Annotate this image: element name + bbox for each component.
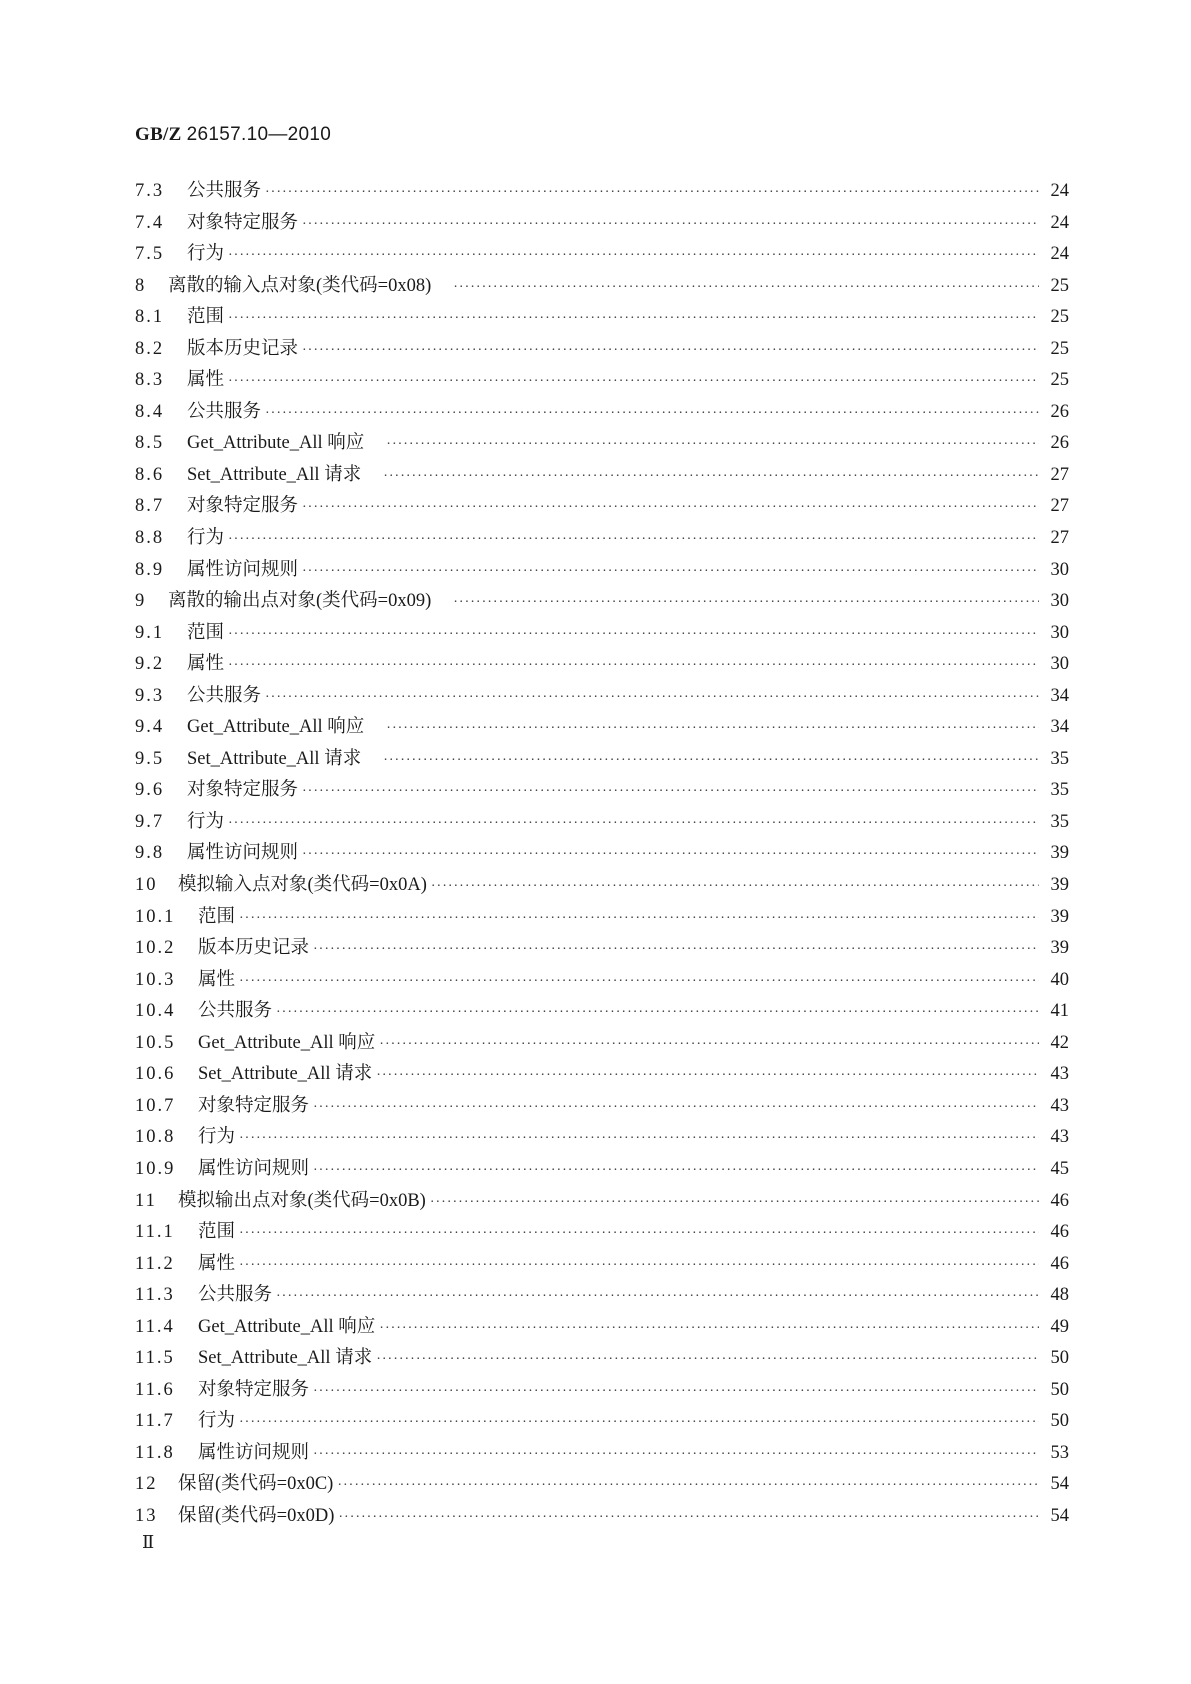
toc-entry-page: 46 bbox=[1050, 1253, 1069, 1274]
dot-leader bbox=[383, 469, 1039, 485]
toc-entry[interactable] bbox=[135, 775, 1069, 807]
toc-entry-title: Set_Attribute_All 请求 bbox=[187, 748, 362, 769]
toc-entry-page: 27 bbox=[1050, 464, 1069, 485]
toc-entry-number: 9.3 bbox=[135, 685, 165, 706]
toc-entry-title: 保留(类代码=0x0D) bbox=[178, 1505, 335, 1526]
toc-entry-page: 39 bbox=[1050, 843, 1069, 864]
toc-entry-number: 7.3 bbox=[135, 181, 165, 201]
dot-leader bbox=[379, 1321, 1039, 1337]
toc-entry-number: 8.4 bbox=[135, 401, 165, 422]
toc-entry[interactable] bbox=[135, 555, 1069, 587]
toc-entry-title: 属性 bbox=[187, 654, 225, 675]
toc-entry[interactable] bbox=[135, 649, 1069, 681]
toc-entry-number: 11.8 bbox=[135, 1442, 175, 1463]
toc-entry-title: 公共服务 bbox=[198, 1285, 273, 1306]
toc-entry-title: Set_Attribute_All 请求 bbox=[187, 464, 362, 485]
toc-entry[interactable] bbox=[135, 807, 1069, 839]
toc-entry-page: 45 bbox=[1050, 1158, 1069, 1179]
standard-prefix: GB/Z bbox=[135, 124, 182, 145]
dot-leader bbox=[228, 816, 1039, 832]
toc-entry-number: 11.4 bbox=[135, 1316, 175, 1337]
toc-entry[interactable] bbox=[135, 208, 1069, 240]
toc-entry-number: 8.3 bbox=[135, 370, 165, 391]
toc-entry-page: 40 bbox=[1050, 969, 1069, 990]
toc-entry-page: 42 bbox=[1050, 1032, 1069, 1053]
toc-entry[interactable] bbox=[135, 933, 1069, 965]
toc-entry[interactable] bbox=[135, 428, 1069, 460]
toc-entry-page: 41 bbox=[1050, 1001, 1069, 1022]
toc-entry-number: 10.7 bbox=[135, 1095, 176, 1116]
toc-entry-page: 50 bbox=[1050, 1411, 1069, 1432]
table-of-contents bbox=[135, 176, 1069, 1533]
toc-entry[interactable] bbox=[135, 1406, 1069, 1438]
toc-entry-title: 模拟输出点对象(类代码=0x0B) bbox=[178, 1190, 426, 1211]
dot-leader bbox=[313, 1384, 1039, 1400]
dot-leader bbox=[239, 974, 1039, 990]
toc-entry-title: 属性 bbox=[198, 969, 236, 990]
toc-entry-title: 公共服务 bbox=[187, 685, 262, 706]
toc-entry[interactable] bbox=[135, 1312, 1069, 1344]
toc-entry-page: 35 bbox=[1050, 780, 1069, 801]
toc-entry-number: 9.5 bbox=[135, 748, 165, 769]
toc-entry-title: 行为 bbox=[187, 528, 225, 549]
toc-entry[interactable] bbox=[135, 1154, 1069, 1186]
toc-entry[interactable] bbox=[135, 1091, 1069, 1123]
toc-entry-title: 属性 bbox=[198, 1253, 236, 1274]
toc-entry[interactable] bbox=[135, 302, 1069, 334]
toc-entry-title: 离散的输出点对象(类代码=0x09) bbox=[168, 591, 432, 612]
toc-entry-number: 10.6 bbox=[135, 1064, 176, 1085]
toc-entry[interactable] bbox=[135, 523, 1069, 555]
dot-leader bbox=[313, 1163, 1039, 1179]
toc-entry-title: Set_Attribute_All 请求 bbox=[198, 1064, 373, 1085]
toc-entry[interactable] bbox=[135, 1280, 1069, 1312]
toc-entry[interactable] bbox=[135, 1249, 1069, 1281]
toc-entry[interactable] bbox=[135, 176, 1069, 208]
toc-entry[interactable] bbox=[135, 1028, 1069, 1060]
toc-entry[interactable] bbox=[135, 618, 1069, 650]
toc-entry-title: 公共服务 bbox=[198, 1001, 273, 1022]
toc-entry-page: 25 bbox=[1050, 275, 1069, 296]
dot-leader bbox=[302, 343, 1039, 359]
toc-entry-page: 30 bbox=[1050, 622, 1069, 643]
toc-entry-page: 25 bbox=[1050, 338, 1069, 359]
toc-entry-number: 8.6 bbox=[135, 464, 165, 485]
toc-entry-page: 39 bbox=[1050, 906, 1069, 927]
toc-entry-number: 10.5 bbox=[135, 1032, 176, 1053]
toc-entry-number: 10.8 bbox=[135, 1127, 176, 1148]
toc-entry-number: 8.7 bbox=[135, 496, 165, 517]
toc-entry-page: 26 bbox=[1050, 433, 1069, 454]
toc-entry-number: 9.8 bbox=[135, 843, 165, 864]
toc-entry-title: Get_Attribute_All 响应 bbox=[187, 717, 365, 738]
dot-leader bbox=[337, 1478, 1039, 1494]
toc-entry-title: 属性访问规则 bbox=[198, 1442, 310, 1463]
toc-entry[interactable] bbox=[135, 744, 1069, 776]
dot-leader bbox=[239, 1226, 1039, 1242]
toc-entry-page: 25 bbox=[1050, 307, 1069, 328]
toc-entry-page: 35 bbox=[1050, 748, 1069, 769]
toc-entry-number: 8.2 bbox=[135, 338, 165, 359]
toc-entry-number: 8 bbox=[135, 275, 147, 296]
toc-entry[interactable] bbox=[135, 397, 1069, 429]
toc-entry-page: 53 bbox=[1050, 1442, 1069, 1463]
toc-entry-page: 34 bbox=[1050, 685, 1069, 706]
toc-entry[interactable] bbox=[135, 902, 1069, 934]
page-number: Ⅱ bbox=[142, 1532, 155, 1552]
dot-leader bbox=[386, 437, 1039, 453]
toc-entry-number: 11.1 bbox=[135, 1222, 175, 1243]
toc-entry-number: 8.5 bbox=[135, 433, 165, 454]
toc-entry-title: 版本历史记录 bbox=[187, 338, 299, 359]
toc-entry-page: 30 bbox=[1050, 591, 1069, 612]
dot-leader bbox=[313, 1100, 1039, 1116]
toc-entry-title: 对象特定服务 bbox=[198, 1379, 310, 1400]
toc-entry[interactable] bbox=[135, 1122, 1069, 1154]
toc-entry[interactable] bbox=[135, 365, 1069, 397]
dot-leader bbox=[228, 532, 1039, 548]
toc-entry[interactable] bbox=[135, 239, 1069, 271]
toc-entry-page: 25 bbox=[1050, 370, 1069, 391]
toc-entry[interactable] bbox=[135, 491, 1069, 523]
toc-entry[interactable] bbox=[135, 1375, 1069, 1407]
dot-leader bbox=[430, 1195, 1039, 1211]
toc-entry-title: 对象特定服务 bbox=[187, 212, 299, 233]
toc-entry-page: 26 bbox=[1050, 401, 1069, 422]
toc-entry[interactable] bbox=[135, 996, 1069, 1028]
dot-leader bbox=[228, 658, 1039, 674]
dot-leader bbox=[302, 500, 1039, 516]
toc-entry-number: 10.1 bbox=[135, 906, 176, 927]
toc-entry-title: 版本历史记录 bbox=[198, 938, 310, 959]
toc-entry-title: 模拟输入点对象(类代码=0x0A) bbox=[178, 875, 427, 896]
dot-leader bbox=[453, 280, 1039, 296]
toc-entry-title: 离散的输入点对象(类代码=0x08) bbox=[168, 275, 432, 296]
toc-entry-number: 9.4 bbox=[135, 717, 165, 738]
dot-leader bbox=[239, 1415, 1039, 1431]
toc-entry-title: 属性访问规则 bbox=[187, 843, 299, 864]
document-header bbox=[135, 124, 331, 146]
toc-entry-number: 11.6 bbox=[135, 1379, 175, 1400]
toc-entry-number: 11 bbox=[135, 1190, 157, 1211]
toc-entry-title: 范围 bbox=[187, 622, 225, 643]
toc-entry[interactable] bbox=[135, 1438, 1069, 1470]
toc-entry-number: 8.8 bbox=[135, 528, 165, 549]
toc-entry-title: 行为 bbox=[187, 811, 225, 832]
toc-entry-page: 43 bbox=[1050, 1064, 1069, 1085]
toc-entry-title: 属性 bbox=[187, 370, 225, 391]
toc-entry-number: 9 bbox=[135, 591, 147, 612]
dot-leader bbox=[239, 1131, 1039, 1147]
toc-entry-page: 24 bbox=[1050, 212, 1069, 233]
toc-entry[interactable] bbox=[135, 870, 1069, 902]
toc-entry-number: 7.4 bbox=[135, 212, 165, 233]
dot-leader bbox=[313, 942, 1039, 958]
toc-entry-page: 34 bbox=[1050, 717, 1069, 738]
toc-entry-number: 10 bbox=[135, 875, 158, 896]
toc-entry-title: 属性访问规则 bbox=[198, 1158, 310, 1179]
toc-entry-number: 11.3 bbox=[135, 1285, 175, 1306]
toc-entry[interactable] bbox=[135, 1186, 1069, 1218]
dot-leader bbox=[338, 1510, 1039, 1526]
toc-entry-title: Get_Attribute_All 响应 bbox=[187, 433, 365, 454]
toc-entry-number: 9.7 bbox=[135, 811, 165, 832]
toc-entry-title: 公共服务 bbox=[187, 401, 262, 422]
toc-entry-title: 行为 bbox=[187, 244, 225, 265]
toc-entry-title: 范围 bbox=[198, 906, 236, 927]
dot-leader bbox=[302, 847, 1039, 863]
toc-entry-page: 43 bbox=[1050, 1095, 1069, 1116]
dot-leader bbox=[228, 311, 1039, 327]
toc-entry[interactable] bbox=[135, 681, 1069, 713]
dot-leader bbox=[276, 1289, 1039, 1305]
toc-entry-page: 39 bbox=[1050, 875, 1069, 896]
dot-leader bbox=[228, 248, 1039, 264]
dot-leader bbox=[313, 1447, 1039, 1463]
dot-leader bbox=[386, 721, 1039, 737]
toc-entry[interactable] bbox=[135, 460, 1069, 492]
toc-entry-title: 属性访问规则 bbox=[187, 559, 299, 580]
toc-entry-page: 46 bbox=[1050, 1190, 1069, 1211]
dot-leader bbox=[265, 690, 1039, 706]
dot-leader bbox=[376, 1068, 1039, 1084]
toc-entry-number: 8.1 bbox=[135, 307, 165, 328]
toc-entry-page: 46 bbox=[1050, 1222, 1069, 1243]
standard-number: 26157.10—2010 bbox=[186, 124, 332, 145]
toc-entry-title: Get_Attribute_All 响应 bbox=[198, 1316, 376, 1337]
dot-leader bbox=[276, 1005, 1039, 1021]
toc-entry-number: 8.9 bbox=[135, 559, 165, 580]
toc-entry-title: 对象特定服务 bbox=[187, 780, 299, 801]
toc-entry[interactable] bbox=[135, 334, 1069, 366]
toc-entry-number: 9.6 bbox=[135, 780, 165, 801]
toc-entry-number: 10.4 bbox=[135, 1001, 176, 1022]
toc-entry-page: 39 bbox=[1050, 938, 1069, 959]
toc-entry-number: 10.3 bbox=[135, 969, 176, 990]
toc-entry-title: 行为 bbox=[198, 1411, 236, 1432]
toc-entry[interactable] bbox=[135, 1059, 1069, 1091]
dot-leader bbox=[239, 1258, 1039, 1274]
dot-leader bbox=[431, 879, 1039, 895]
toc-entry-title: 范围 bbox=[198, 1222, 236, 1243]
toc-entry-number: 10.2 bbox=[135, 938, 176, 959]
toc-entry-number: 10.9 bbox=[135, 1158, 176, 1179]
toc-entry-number: 11.7 bbox=[135, 1411, 175, 1432]
toc-entry-page: 54 bbox=[1050, 1505, 1069, 1526]
toc-entry-title: 公共服务 bbox=[187, 181, 262, 201]
toc-entry[interactable] bbox=[135, 712, 1069, 744]
toc-entry-page: 30 bbox=[1050, 559, 1069, 580]
toc-entry-number: 11.5 bbox=[135, 1348, 175, 1369]
toc-entry[interactable] bbox=[135, 1469, 1069, 1501]
toc-entry-number: 9.1 bbox=[135, 622, 165, 643]
dot-leader bbox=[453, 595, 1039, 611]
dot-leader bbox=[239, 911, 1039, 927]
toc-entry-title: 行为 bbox=[198, 1127, 236, 1148]
toc-entry-number: 9.2 bbox=[135, 654, 165, 675]
toc-entry-page: 49 bbox=[1050, 1316, 1069, 1337]
toc-entry-page: 24 bbox=[1050, 181, 1069, 201]
toc-entry-page: 54 bbox=[1050, 1474, 1069, 1495]
dot-leader bbox=[228, 374, 1039, 390]
dot-leader bbox=[376, 1352, 1039, 1368]
dot-leader bbox=[302, 564, 1039, 580]
toc-entry-page: 30 bbox=[1050, 654, 1069, 675]
toc-entry-title: 范围 bbox=[187, 307, 225, 328]
toc-entry-page: 27 bbox=[1050, 528, 1069, 549]
toc-entry-title: 保留(类代码=0x0C) bbox=[178, 1474, 334, 1495]
toc-entry-title: 对象特定服务 bbox=[198, 1095, 310, 1116]
dot-leader bbox=[265, 406, 1039, 422]
toc-entry[interactable] bbox=[135, 965, 1069, 997]
toc-entry-page: 48 bbox=[1050, 1285, 1069, 1306]
toc-entry-number: 11.2 bbox=[135, 1253, 175, 1274]
toc-entry[interactable] bbox=[135, 1217, 1069, 1249]
toc-entry-page: 43 bbox=[1050, 1127, 1069, 1148]
toc-entry-title: 对象特定服务 bbox=[187, 496, 299, 517]
toc-entry-page: 50 bbox=[1050, 1379, 1069, 1400]
toc-entry[interactable] bbox=[135, 586, 1069, 618]
dot-leader bbox=[379, 1037, 1039, 1053]
toc-entry[interactable] bbox=[135, 271, 1069, 303]
dot-leader bbox=[265, 185, 1039, 201]
dot-leader bbox=[302, 784, 1039, 800]
toc-entry[interactable] bbox=[135, 1343, 1069, 1375]
toc-entry-page: 35 bbox=[1050, 811, 1069, 832]
toc-entry-number: 13 bbox=[135, 1505, 158, 1526]
toc-entry-page: 50 bbox=[1050, 1348, 1069, 1369]
toc-entry[interactable] bbox=[135, 1501, 1069, 1533]
dot-leader bbox=[302, 217, 1039, 233]
toc-entry-number: 12 bbox=[135, 1474, 158, 1495]
dot-leader bbox=[228, 627, 1039, 643]
toc-entry-title: Set_Attribute_All 请求 bbox=[198, 1348, 373, 1369]
toc-entry-title: Get_Attribute_All 响应 bbox=[198, 1032, 376, 1053]
toc-entry[interactable] bbox=[135, 838, 1069, 870]
dot-leader bbox=[383, 753, 1039, 769]
toc-entry-number: 7.5 bbox=[135, 244, 165, 265]
toc-entry-page: 27 bbox=[1050, 496, 1069, 517]
toc-entry-page: 24 bbox=[1050, 244, 1069, 265]
